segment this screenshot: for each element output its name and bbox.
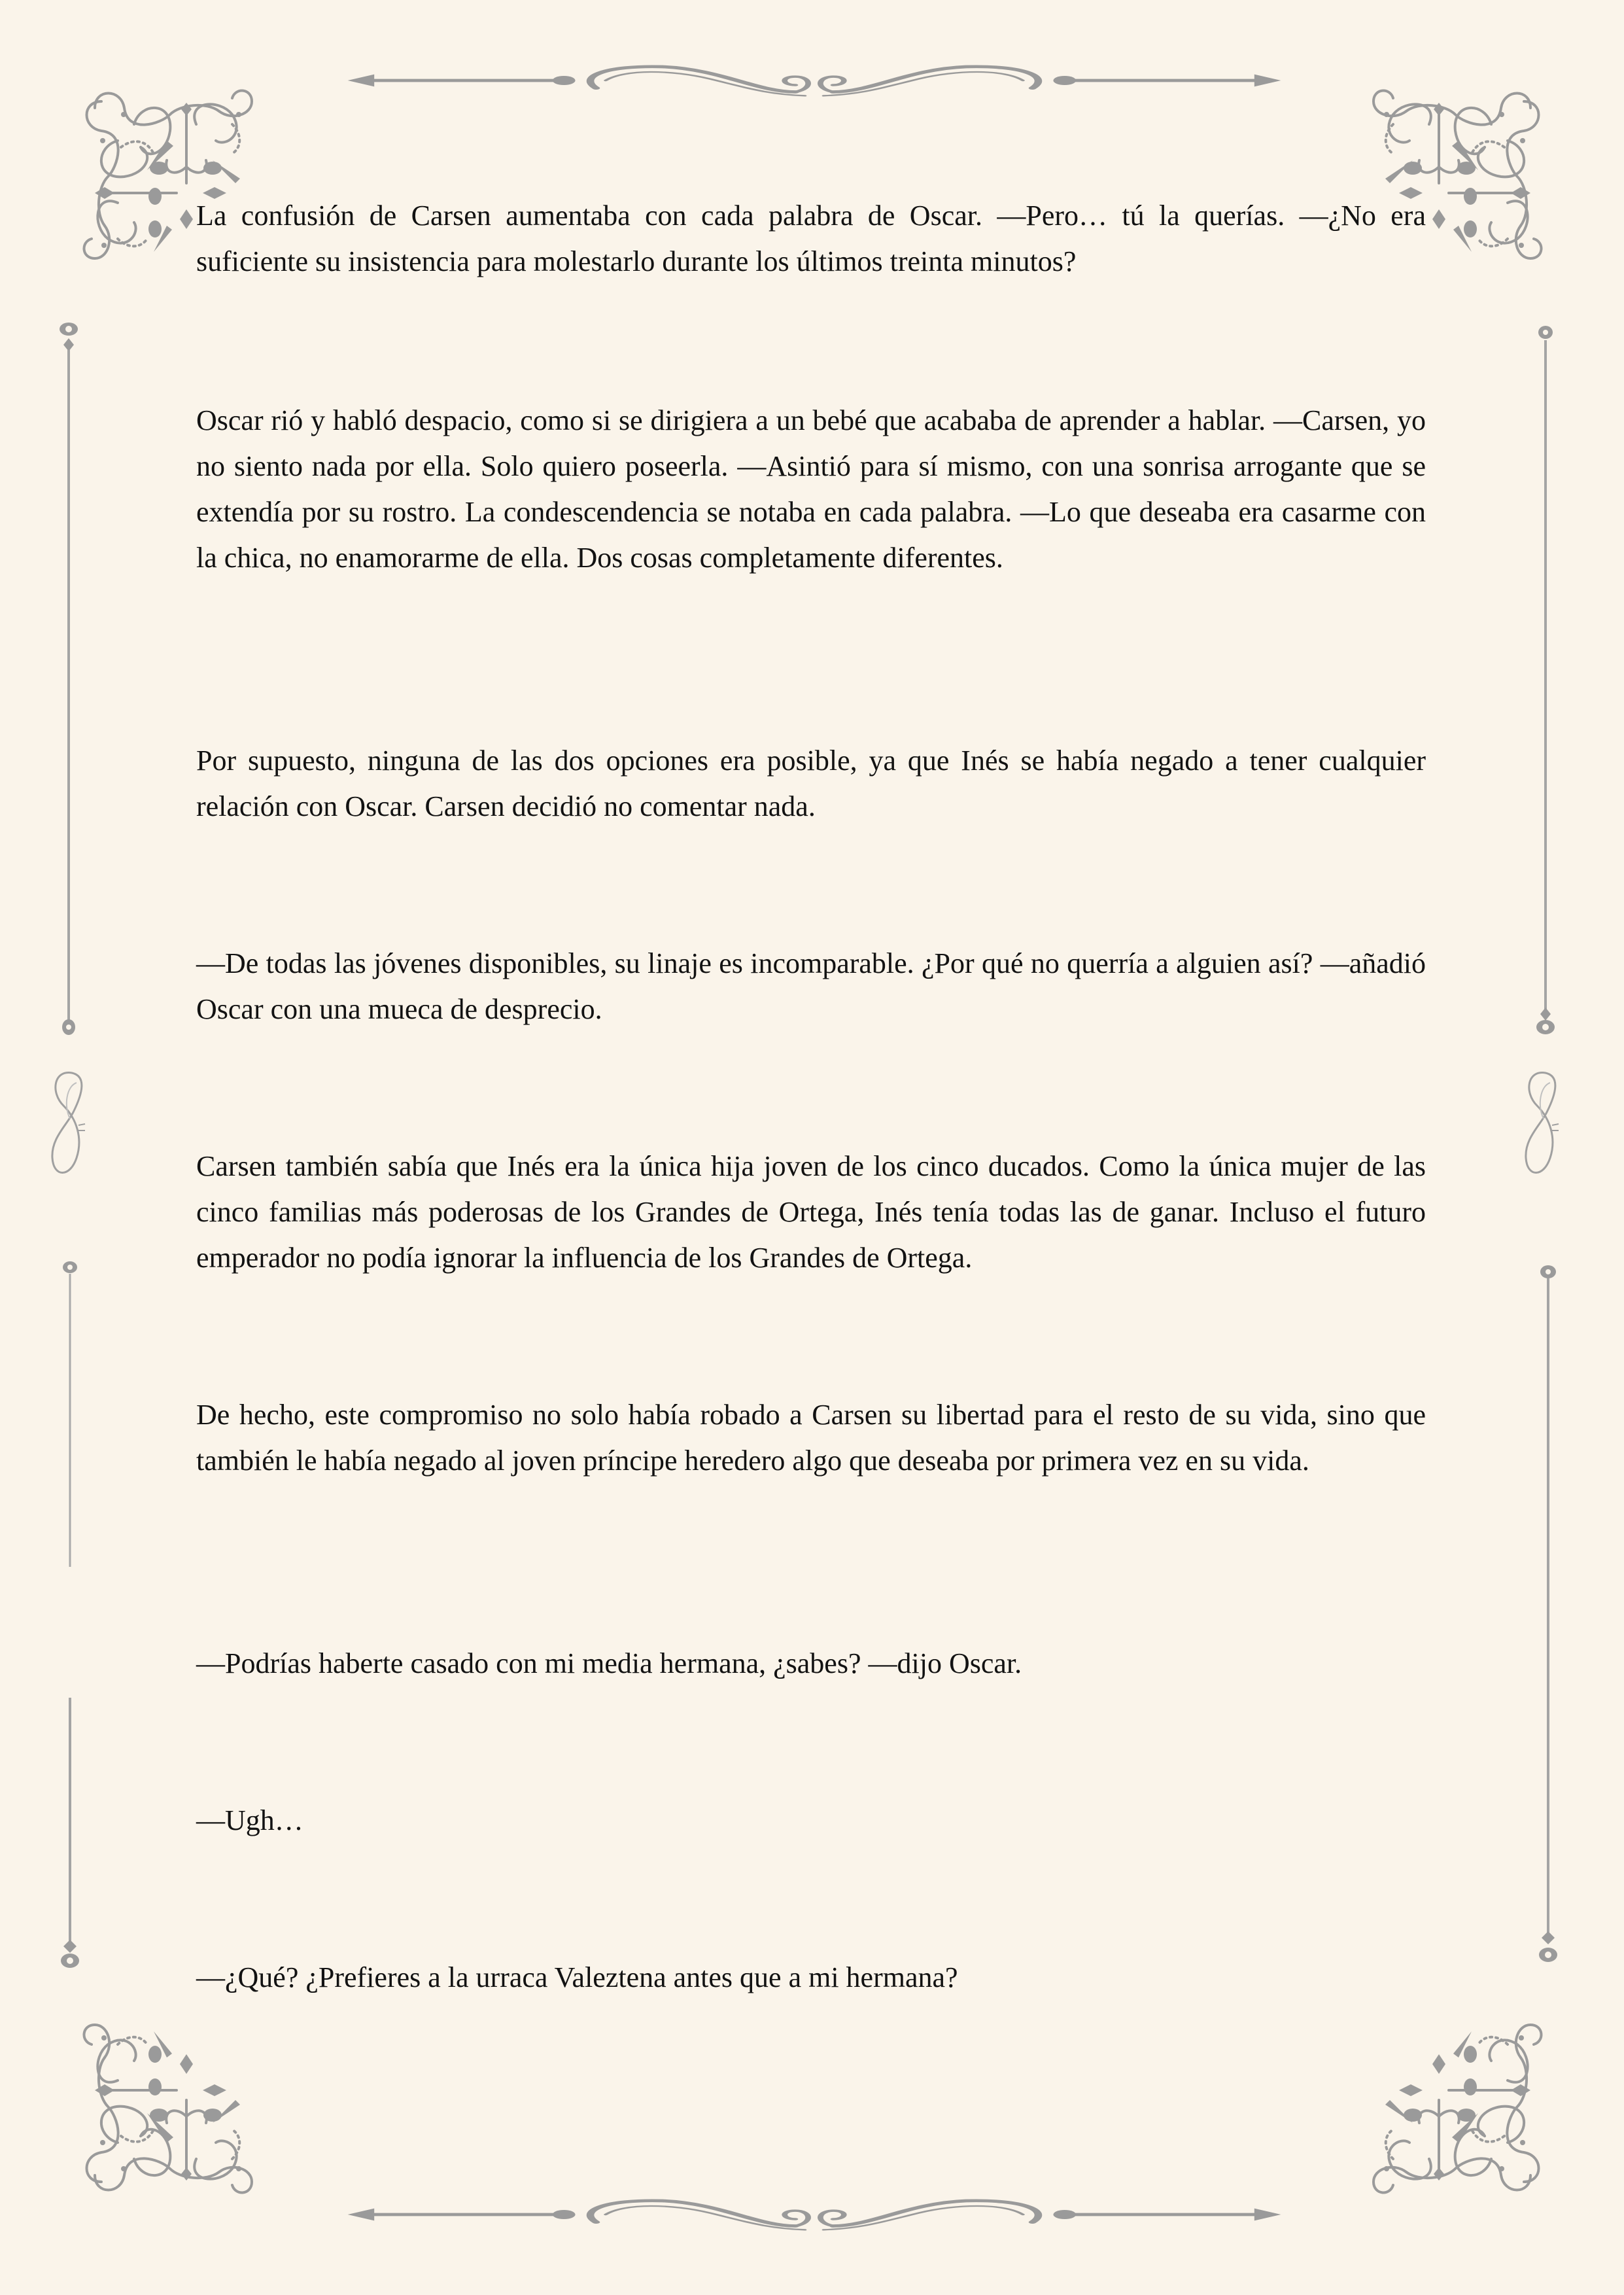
corner-flourish-icon <box>56 1999 265 2221</box>
paragraph: Oscar rió y habló despacio, como si se dirigiera a un bebé que acababa de aprender a hablar. —Carsen, yo no siento nada por ella. Solo quiero poseerla. —Asintió para sí mismo, con una sonrisa arrogante que se extendía por su rostro. La condescendencia se notaba en cada palabra. —Lo que deseaba era casarme con la chica, no enamorarme de ella. Dos cosas completamente diferentes. <box>196 404 1426 574</box>
paragraph: Carsen también sabía que Inés era la única hija joven de los cinco ducados. Como la única mujer de las cinco familias más poderosas de los Grandes de Ortega, Inés tenía todas las de ganar. Incluso el futuro emperador no podía ignorar la influencia de los Grandes de Ortega. <box>196 1150 1426 1274</box>
figure-eight-knot-icon <box>47 1066 93 1197</box>
paragraph: De hecho, este compromiso no solo había robado a Carsen su libertad para el resto de su vida, sino que también le había negado al joven príncipe heredero algo que deseaba por primera vez en su vida. <box>196 1399 1426 1477</box>
corner-flourish-icon <box>1360 1999 1570 2221</box>
vertical-rod-icon <box>60 1698 80 1972</box>
vertical-rod-icon <box>1538 1263 1558 1969</box>
paragraph: La confusión de Carsen aumentaba con cada palabra de Oscar. —Pero… tú la querías. —¿No era suficiente su insistencia para molestarlo durante los últimos treinta minutos? <box>196 200 1426 277</box>
paragraph: —De todas las jóvenes disponibles, su linaje es incomparable. ¿Por qué no querría a alguien así? —añadió Oscar con una mueca de desprecio. <box>196 947 1426 1025</box>
figure-eight-knot-icon <box>1521 1066 1566 1197</box>
scroll-divider-icon <box>340 2192 1288 2237</box>
paragraph: Por supuesto, ninguna de las dos opciones era posible, ya que Inés se había negado a tener cualquier relación con Oscar. Carsen decidió no comentar nada. <box>196 745 1426 822</box>
vertical-rod-icon <box>59 317 78 1037</box>
paragraph: —Ugh… <box>196 1804 303 1836</box>
vertical-rod-icon <box>1536 321 1555 1040</box>
paragraph: —¿Qué? ¿Prefieres a la urraca Valeztena antes que a mi hermana? <box>196 1961 958 1993</box>
vertical-rod-icon <box>62 1259 78 1567</box>
paragraph: —Podrías haberte casado con mi media hermana, ¿sabes? —dijo Oscar. <box>196 1647 1022 1679</box>
scroll-divider-icon <box>340 58 1288 103</box>
